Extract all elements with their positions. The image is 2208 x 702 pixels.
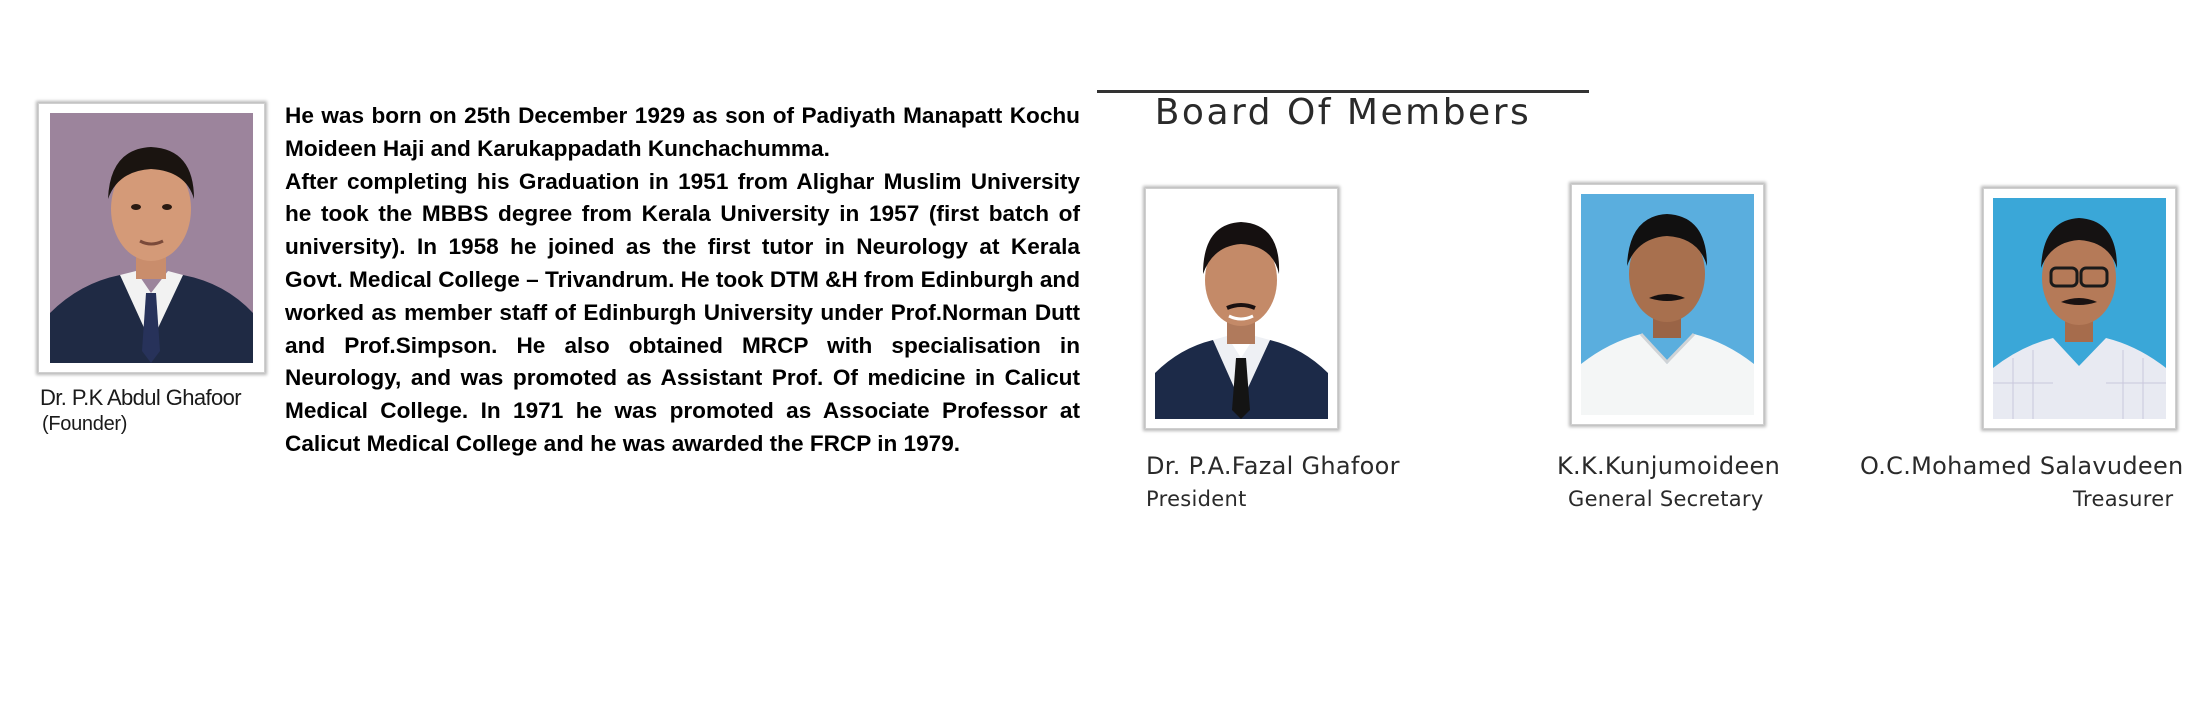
founder-photo — [50, 113, 253, 363]
member-photo-frame — [1571, 184, 1764, 425]
member-name-general-secretary: K.K.Kunjumoideen — [1557, 452, 1781, 480]
board-title: Board Of Members — [1154, 92, 1532, 133]
member-photo-president — [1155, 198, 1328, 419]
member-role-treasurer: Treasurer — [2073, 487, 2174, 511]
founder-photo-frame — [38, 103, 265, 373]
bio-paragraph-birth: He was born on 25th December 1929 as son of Padiyath Manapatt Kochu Moideen Haji and Karukappadath Kunchachumma. — [285, 103, 1080, 161]
founder-name: Dr. P.K Abdul Ghafoor — [40, 385, 242, 410]
bio-paragraph-career: After completing his Graduation in 1951 from Alighar Muslim University he took the MBBS degree from Kerala University in 1957 (first batch of university). In 1958 he joined as the first tutor in Neurology at Kerala Govt. Medical College – Trivandrum. He took DTM &H from Edinburgh and worked as member staff of Edinburgh University under Prof.Norman Dutt and Prof.Simpson. He also obtained MRCP with specialisation in Neurology, and was promoted as Assistant Prof. Of medicine in Calicut Medical College. In 1971 he was promoted as Associate Professor at Calicut Medical College and he was awarded the FRCP in 1979. — [285, 168, 1080, 456]
founder-biography — [285, 100, 1080, 461]
member-name-treasurer: O.C.Mohamed Salavudeen — [1860, 452, 2184, 480]
member-photo-frame — [1983, 188, 2176, 429]
member-photo-treasurer — [1993, 198, 2166, 419]
member-name-president: Dr. P.A.Fazal Ghafoor — [1146, 452, 1400, 480]
founder-role: (Founder) — [42, 413, 128, 435]
member-photo-general-secretary — [1581, 194, 1754, 415]
member-role-general-secretary: General Secretary — [1568, 487, 1764, 511]
member-role-president: President — [1146, 487, 1247, 511]
member-photo-frame — [1145, 188, 1338, 429]
